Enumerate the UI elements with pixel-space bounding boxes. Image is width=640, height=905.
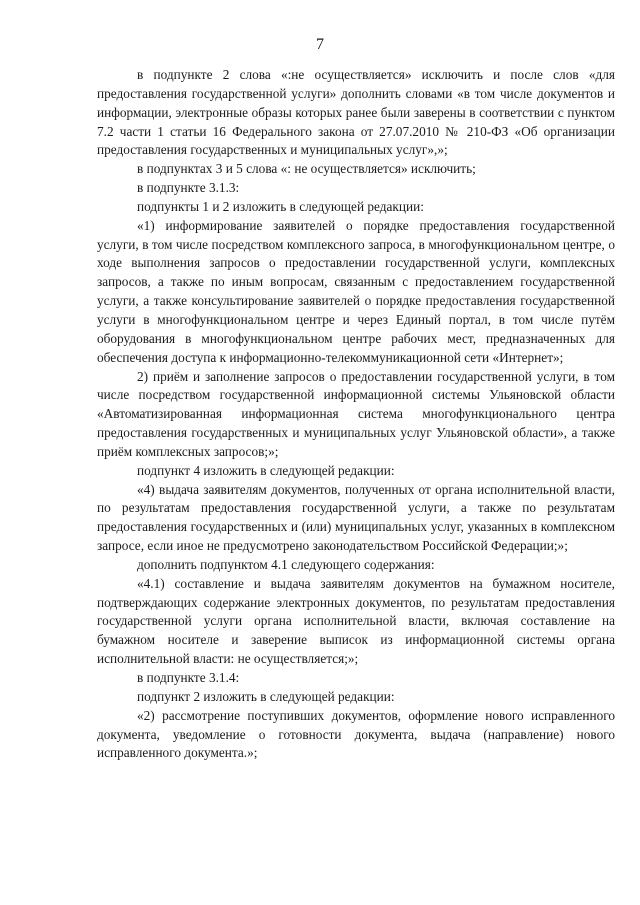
paragraph-subpoints-3-5: в подпунктах 3 и 5 слова «: не осуществляется» исключить;	[137, 161, 476, 177]
paragraph-section-3-1-3: в подпункте 3.1.3:	[137, 180, 240, 196]
paragraph-item-4-1: «4.1) составление и выдача заявителям документов на бумажном носителе, подтверждающих содержание электронных документов, по результатам предоставления государственной услуги органа исполнительной власти, включая составление на бумажном носителе и заверение выписок из информационной системы органа исполнительной власти: не осуществляется;»;	[97, 575, 615, 667]
document-body	[97, 66, 615, 763]
paragraph-subpoints-1-2-intro: подпункты 1 и 2 изложить в следующей редакции:	[137, 198, 424, 214]
paragraph-item-2-review: «2) рассмотрение поступивших документов, оформление нового исправленного документа, уведомление о готовности документа, выдача (направление) нового исправленного документа.»;	[97, 707, 615, 761]
page-number: 7	[316, 36, 324, 53]
paragraph-subpoint-2-changes: в подпункте 2 слова «:не осуществляется» исключить и после слов «для предоставления государственной услуги» дополнить словами «в том числе документов и информации, электронные образы которых ранее были заверены в соответствии с пунктом 7.2 части 1 статьи 16 Федерального закона от 27.07.2010 № 210-ФЗ «Об организации предоставления государственных и муниципальных услуг»,»;	[97, 67, 615, 158]
paragraph-subpoint-4-intro: подпункт 4 изложить в следующей редакции:	[137, 462, 395, 478]
paragraph-item-2: 2) приём и заполнение запросов о предоставлении государственной услуги, в том числе посредством государственной информационной системы Ульяновской области «Автоматизированная информационная система многофункционального центра предоставления государственных и муниципальных услуг Ульяновской области», а также приём комплексных запросов;»;	[97, 368, 615, 459]
paragraph-section-3-1-4: в подпункте 3.1.4:	[137, 670, 240, 685]
paragraph-subpoint-2-intro: подпункт 2 изложить в следующей редакции:	[137, 688, 395, 704]
paragraph-item-1: «1) информирование заявителей о порядке предоставления государственной услуги, в том числе посредством комплексного запроса, в многофункциональном центре, о ходе выполнения запросов о предоставлении государственной услуги, комплексных запросов, а также по иным вопросам, связанным с предоставлением государственной услуги, а также консультирование заявителей о порядке предоставления государственной услуги в многофункциональном центре и через Единый портал, в том числе путём оборудования в многофункциональном центре рабочих мест, предназначенных для обеспечения доступа к информационно-телекоммуникационной сети «Интернет»;	[97, 217, 615, 365]
paragraph-item-4: «4) выдача заявителям документов, полученных от органа исполнительной власти, по результатам предоставления государственной услуги, а также по результатам предоставления государственных и (или) муниципальных услуг, указанных в комплексном запросе, если иное не предусмотрено законодательством Российской Федерации;»;	[97, 481, 615, 554]
paragraph-subpoint-4-1-intro: дополнить подпунктом 4.1 следующего содержания:	[137, 556, 435, 572]
